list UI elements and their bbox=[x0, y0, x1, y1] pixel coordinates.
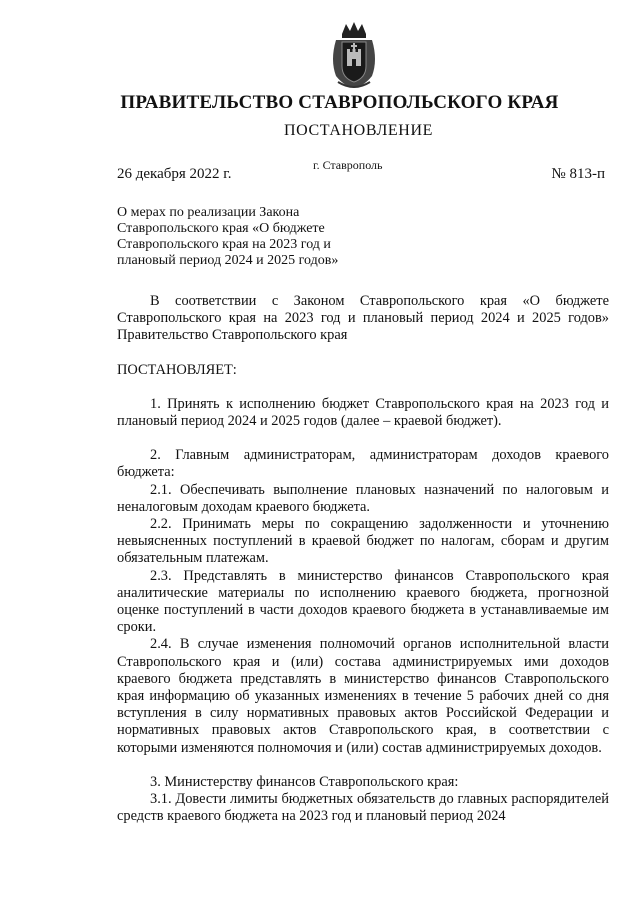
clause-2-3: 2.3. Представлять в министерство финансов Ставропольского края аналитические материалы по исполнению краевого бюджета, прогнозной оценке поступлений в части доходов краевого бюджета в устанавливаемые им сроки. bbox=[117, 567, 609, 636]
subject-line: О мерах по реализации Закона bbox=[117, 205, 300, 220]
clause-2-1: 2.1. Обеспечивать выполнение плановых назначений по налоговым и неналоговым доходам краевого бюджета. bbox=[117, 481, 609, 515]
document-body bbox=[117, 293, 609, 825]
city: г. Ставрополь bbox=[313, 158, 383, 172]
clause-1: 1. Принять к исполнению бюджет Ставропольского края на 2023 год и плановый период 2024 и 2025 годов (далее – краевой бюджет). bbox=[117, 395, 609, 430]
document-number: № 813-п bbox=[551, 166, 605, 182]
government-title: ПРАВИТЕЛЬСТВО СТАВРОПОЛЬСКОГО КРАЯ bbox=[120, 92, 559, 113]
document-type: ПОСТАНОВЛЕНИЕ bbox=[284, 122, 433, 139]
clause-3: 3. Министерству финансов Ставропольского края: bbox=[150, 773, 459, 790]
resolves-heading: ПОСТАНОВЛЯЕТ: bbox=[117, 361, 237, 378]
document-subject bbox=[117, 205, 417, 269]
clause-3-1: 3.1. Довести лимиты бюджетных обязательств до главных распорядителей средств краевого бюджета на 2023 год и плановый период 2024 bbox=[117, 791, 609, 825]
subject-line: плановый период 2024 и 2025 годов» bbox=[117, 253, 339, 268]
preamble: В соответствии с Законом Ставропольского края «О бюджете Ставропольского края на 2023 год и плановый период 2024 и 2025 годов» Правительство Ставропольского края bbox=[117, 293, 609, 344]
document-date: 26 декабря 2022 г. bbox=[117, 166, 232, 182]
stavropol-coat-of-arms-icon bbox=[328, 20, 380, 92]
subject-line: Ставропольского края «О бюджете bbox=[117, 221, 325, 236]
clause-2-4: 2.4. В случае изменения полномочий органов исполнительной власти Ставропольского края и (или) состава администрируемых ими доходов краевого бюджета представлять в министерство финансов Ставропольского края информацию об указанных изменениях в течение 5 рабочих дней со дня вступления в силу нормативных правовых актов Российской Федерации и нормативных правовых актов Ставропольского края, в соответствии с которыми изменяются полномочия и (или) состав администрируемых доходов. bbox=[117, 636, 609, 756]
clause-2: 2. Главным администраторам, администраторам доходов краевого бюджета: bbox=[117, 447, 609, 481]
subject-line: Ставропольского края на 2023 год и bbox=[117, 237, 331, 252]
clause-2-2: 2.2. Принимать меры по сокращению задолженности и уточнению невыясненных поступлений в краевой бюджет по налогам, сборам и другим обязательным платежам. bbox=[117, 516, 609, 567]
